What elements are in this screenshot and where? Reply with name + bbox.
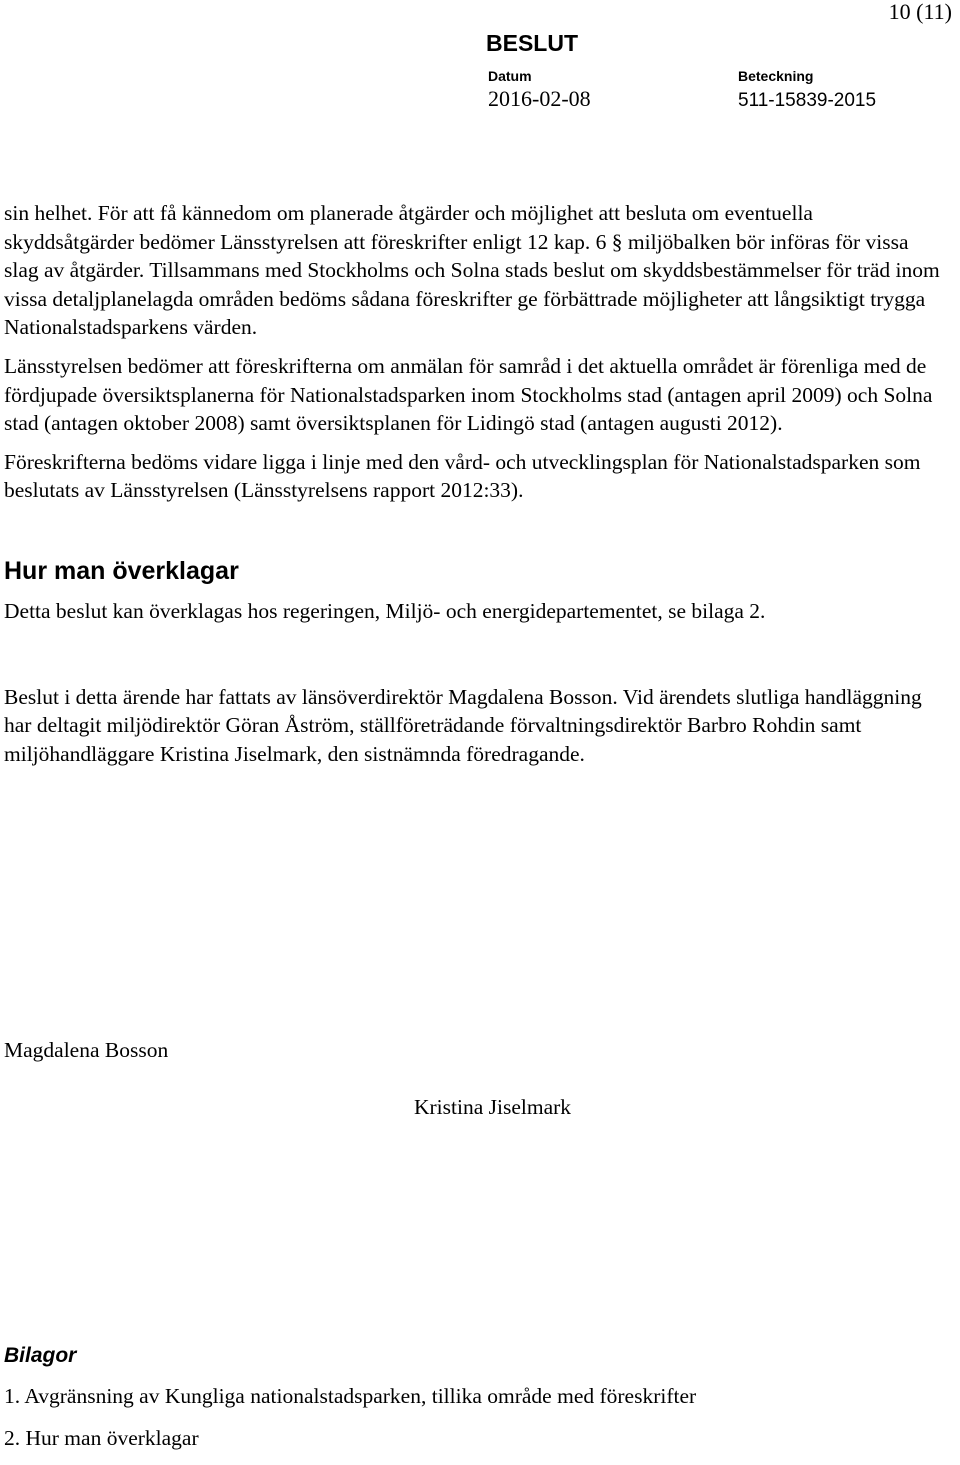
- date-label: Datum: [488, 68, 532, 84]
- reference-label: Beteckning: [738, 68, 814, 84]
- document-body: [4, 199, 944, 768]
- paragraph-decision-makers: Beslut i detta ärende har fattats av länsöverdirektör Magdalena Bosson. Vid ärendets slutliga handläggning har deltagit miljödirektör Göran Åström, ställföreträdande förvaltningsdirektör Barbro Rohdin samt miljöhandläggare Kristina Jiselmark, den sistnämnda föredragande.: [4, 684, 922, 766]
- reference-value: 511-15839-2015: [738, 90, 877, 111]
- appeal-heading: Hur man överklagar: [4, 556, 239, 585]
- attachments-list: [4, 1381, 696, 1465]
- attachment-item: 1. Avgränsning av Kungliga nationalstadsparken, tillika område med föreskrifter: [4, 1384, 697, 1408]
- paragraph-appeal: Detta beslut kan överklagas hos regeringen, Miljö- och energidepartementet, se bilaga 2.: [4, 598, 766, 623]
- signature-name-1: Magdalena Bosson: [4, 1038, 169, 1062]
- document-type: BESLUT: [486, 30, 578, 56]
- page-number: 10 (11): [888, 0, 952, 24]
- attachment-item: 2. Hur man överklagar: [4, 1426, 199, 1450]
- date-value: 2016-02-08: [488, 86, 591, 111]
- paragraph-plan-compatibility: Länsstyrelsen bedömer att föreskrifterna om anmälan för samråd i det aktuella området är förenliga med de fördjupade översiktsplanerna för Nationalstadsparken inom Stockholms stad (antagen april 2009) och Solna stad (antagen oktober 2008) samt översiktsplanen för Lidingö stad (antagen augusti 2012).: [4, 353, 933, 436]
- signature-name-2: Kristina Jiselmark: [414, 1095, 572, 1119]
- paragraph-care-plan: Föreskrifterna bedöms vidare ligga i linje med den vård- och utvecklingsplan för Nationalstadsparken som beslutats av Länsstyrelsen (Länsstyrelsens rapport 2012:33).: [4, 449, 921, 503]
- attachments-heading: Bilagor: [4, 1344, 77, 1367]
- paragraph-protection-regulations: sin helhet. För att få kännedom om planerade åtgärder och möjlighet att besluta om eventuella skyddsåtgärder bedömer Länsstyrelsen att föreskrifter enligt 12 kap. 6 § miljöbalken bör införas för vissa slag av åtgärder. Tillsammans med Stockholms och Solna stads beslut om skyddsbestämmelser för träd inom vissa detaljplanelagda områden bedöms sådana föreskrifter ge förbättrade möjligheter att långsiktigt trygga Nationalstadsparkens värden.: [4, 201, 940, 340]
